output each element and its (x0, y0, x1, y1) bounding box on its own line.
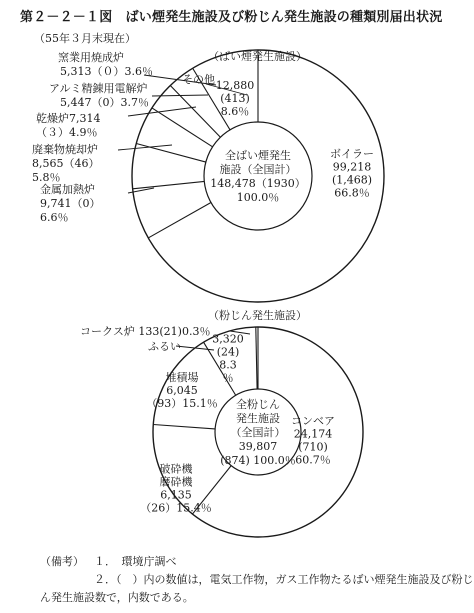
chart1-label-metal-value: 9,741（0） (40, 197, 101, 210)
chart2-separator-2 (153, 424, 215, 428)
chart2-slice-1-label-line-1: 磨砕機 (159, 475, 193, 489)
chart1-label-drying-value: （３）4.9％ (36, 126, 98, 139)
chart1-separator-3 (136, 143, 206, 162)
chart1-leader-4 (128, 188, 154, 193)
chart2-slice-0-label-line-0: コンベア (291, 414, 335, 428)
note-item-2: ２．（ ）内の数値は，電気工作物，ガス工作物たるばい煙発生施設及び粉じ (94, 573, 474, 586)
chart2-slice-2-label-line-2: （93）15.1％ (146, 397, 218, 410)
chart2-slice-2-label-line-0: 堆積場 (165, 371, 199, 384)
chart2-center-label-0: 全粉じん (236, 398, 280, 411)
chart2-slice-0-label-line-2: (710) (298, 440, 328, 454)
chart1-center-label-1: 施設（全国計） (219, 163, 297, 176)
chart2-center-label-1: 発生施設 (236, 412, 280, 425)
chart1-center-label-0: 全ばい煙発生 (225, 149, 291, 162)
chart1-slice-0-label-line-0: ボイラー (330, 147, 374, 161)
chart2-slice-3-label-line-2: 8.3 (219, 358, 237, 372)
chart2-slice-0-label-line-3: 60.7％ (295, 453, 331, 467)
chart2-slice-1-label-line-2: 6,135 (160, 488, 192, 502)
chart1-label-ceramic-value: 5,313（０）3.6％ (60, 65, 153, 78)
figure-subtitle: （55年３月末現在） (34, 32, 136, 45)
chart1-label-ceramic-name: 窯業用焼成炉 (58, 51, 124, 64)
chart1-center-label-3: 100.0％ (236, 191, 280, 204)
chart1-label-other-name: その他 (182, 73, 215, 86)
figure-title: 第２－２－１図 ばい煙発生施設及び粉じん発生施設の種類別届出状況 (20, 10, 443, 25)
notes-prefix: （備考） (40, 555, 84, 568)
chart2-center-label-4: (874) 100.0％ (220, 454, 296, 467)
chart2-slice-1-label-line-0: 破砕機 (159, 462, 193, 476)
chart1-label-waste-pct: 5.8％ (32, 171, 61, 184)
chart2-center-label-3: 39,807 (238, 440, 278, 453)
chart2-slice-1-label-line-3: （26）15.4％ (140, 501, 212, 515)
chart2-slice-3-label-line-3: ％ (222, 371, 234, 385)
chart1-label-metal-name: 金属加熱炉 (40, 183, 95, 196)
chart2-label-coke: コークス炉 133(21)0.3％ (80, 325, 211, 338)
chart1-slice-0-label-line-1: 99,218 (332, 160, 372, 174)
chart1-slice-6-label-line-1: (413) (220, 92, 250, 105)
chart2-center-label-2: （全国計） (230, 426, 286, 439)
chart2-leader-1 (176, 346, 214, 350)
chart1-label-waste-name: 廃棄物焼却炉 (32, 143, 98, 156)
chart1-slice-0-label-line-2: (1,468) (331, 173, 373, 187)
chart1-separator-5 (170, 86, 220, 138)
chart1-slice-0-label-line-3: 66.8％ (334, 186, 370, 200)
chart1-label-metal-pct: 6.6％ (40, 211, 69, 224)
chart1-slice-6-label-line-0: 12,880 (215, 79, 255, 92)
chart2-separator-4 (256, 327, 257, 389)
chart1-label-aluminum-name: アルミ精錬用電解炉 (49, 82, 148, 95)
chart2-slice-0-label-line-1: 24,174 (293, 427, 333, 441)
chart1-separator-4 (152, 108, 213, 147)
chart1-label-drying-name: 乾燥炉7,314 (36, 112, 101, 125)
chart1-separator-1 (148, 203, 211, 238)
chart2-title: （粉じん発生施設） (208, 309, 307, 322)
note-item-1: １． 環境庁調べ (94, 555, 177, 568)
chart1-title: （ばい煙発生施設） (208, 50, 307, 63)
chart1-inner-ring (204, 122, 312, 230)
chart1-center-label-2: 148,478（1930） (210, 177, 306, 190)
chart1-separator-2 (133, 181, 205, 188)
chart1-slice-6-label-line-2: 8.6％ (220, 105, 250, 118)
chart2-slice-3-label-line-1: (24) (216, 345, 240, 359)
chart1-label-aluminum-value: 5,447（0）3.7％ (60, 96, 149, 109)
chart2-slice-3-label-line-0: 3,320 (212, 332, 244, 346)
chart1-label-waste-value: 8,565（46） (32, 157, 100, 170)
note-item-3: ん発生施設数で，内数である。 (40, 591, 194, 604)
chart1-leader-1 (152, 95, 208, 96)
chart2-slice-2-label-line-1: 6,045 (166, 384, 198, 397)
chart2-label-sieve-name: ふるい (148, 340, 181, 353)
